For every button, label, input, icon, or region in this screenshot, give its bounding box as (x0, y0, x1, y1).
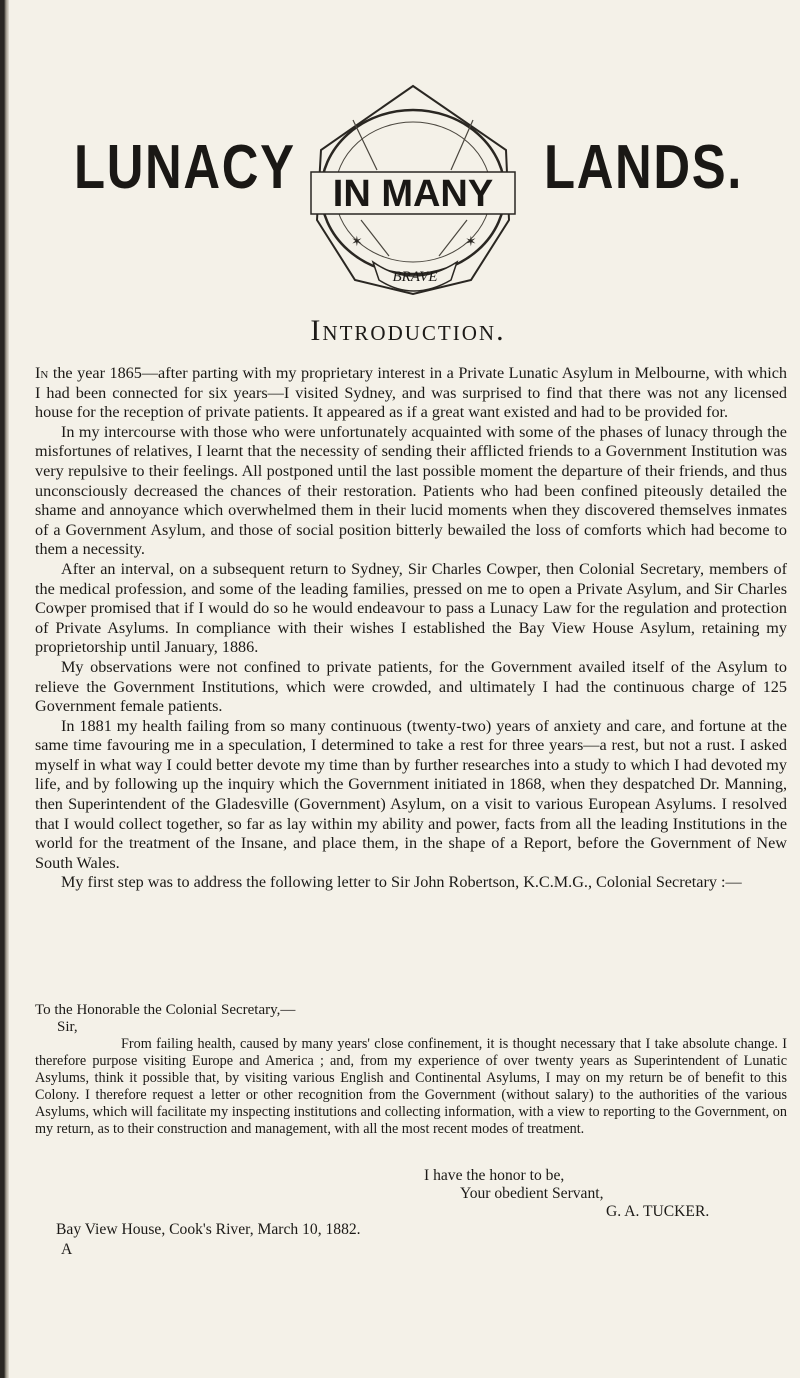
title-block (26, 0, 790, 320)
document-page (26, 0, 790, 1378)
title-right-word: LANDS. (544, 133, 744, 202)
body-text (35, 364, 787, 893)
place-date: Bay View House, Cook's River, March 10, 1882. (56, 1221, 361, 1238)
closing-line-2: Your obedient Servant, (460, 1185, 604, 1202)
signature-mark: A (61, 1241, 73, 1258)
paragraph (35, 364, 787, 423)
signature: G. A. TUCKER. (606, 1203, 710, 1220)
paragraph-text: the year 1865—after parting with my proprietary interest in a Private Lunatic Asylum in Melbourne, with which I had been connected for six years—I visited Sydney, and was surprised to find that there was not any licensed house for the reception of private patients. It appeared as if a great want existed and had to be provided for. (35, 364, 787, 422)
letter-body: From failing health, caused by many years' close confinement, it is thought necessary that I take absolute change. I therefore purpose visiting Europe and America ; and, from my experience of over twenty years as Superintendent of Lunatic Asylums, think it possible that, by visiting various English and Continental Asylums, I may on my return be of benefit to this Colony. I therefore request a letter or other recognition from the Government (without salary) to the authorities of the various Asylums, which will facilitate my inspecting institutions and collecting information, with a view to reporting to the Government, on my return, as to their construction and management, with all the most recent modes of treatment. (35, 1036, 787, 1137)
letter-salutation: Sir, (57, 1019, 78, 1035)
svg-text:✶: ✶ (465, 234, 477, 250)
paragraph-lead: In (35, 364, 49, 382)
seal-emblem-icon (281, 80, 546, 300)
paragraph: In my intercourse with those who were unfortunately acquainted with some of the phases of lunacy through the misfortunes of relatives, I learnt that the necessity of sending their afflicted friends to a Government Institution was very repulsive to their feelings. All postponed until the last possible moment the departure of their friends, and thus unconsciously decreased the chances of their restoration. Patients who had been confined piteously detailed the shame and annoyance which overwhelmed them in their lucid moments when they discovered themselves inmates of a Government Asylum, and those of social position bitterly bewailed the loss of comforts which had become to them a necessity. (35, 422, 787, 559)
title-left-word: LUNACY (74, 133, 296, 202)
quoted-letter (35, 1002, 787, 1138)
paragraph: My first step was to address the following letter to Sir John Robertson, K.C.M.G., Colonial Secretary :— (61, 873, 742, 892)
paragraph: My observations were not confined to private patients, for the Government availed itself of the Asylum to relieve the Government Institutions, which were crowded, and ultimately I had the continuous charge of 125 Government female patients. (35, 657, 787, 716)
seal-motto-bottom: BRAVE (392, 269, 438, 285)
section-heading: Introduction. (310, 314, 506, 347)
svg-text:✶: ✶ (351, 234, 363, 250)
page-binding-edge (0, 0, 9, 1378)
letter-addressee: To the Honorable the Colonial Secretary,— (35, 1002, 296, 1018)
closing-line-1: I have the honor to be, (424, 1167, 565, 1184)
paragraph: After an interval, on a subsequent return to Sydney, Sir Charles Cowper, then Colonial Secretary, members of the medical profession, and some of the leading families, pressed on me to open a Private Asylum, and Sir Charles Cowper promised that if I would do so he would endeavour to pass a Lunacy Law for the regulation and protection of Private Asylums. In compliance with their wishes I established the Bay View House Asylum, retaining my proprietorship until January, 1886. (35, 559, 787, 657)
paragraph: In 1881 my health failing from so many continuous (twenty-two) years of anxiety and care, and fortune at the same time favouring me in a speculation, I determined to take a rest for three years—a rest, but not a rust. I asked myself in what way I could better devote my time than by further researches into a study to which I had devoted my life, and by following up the inquiry which the Government initiated in 1868, when they despatched Dr. Manning, then Superintendent of the Gladesville (Government) Asylum, on a visit to various European Asylums. I resolved that I would collect together, so far as lay within my ability and power, facts from all the leading Institutions in the world for the treatment of the Insane, and place them, in the shape of a Report, before the Government of New South Wales. (35, 716, 787, 872)
seal-motto-top: IN MANY (332, 173, 494, 215)
